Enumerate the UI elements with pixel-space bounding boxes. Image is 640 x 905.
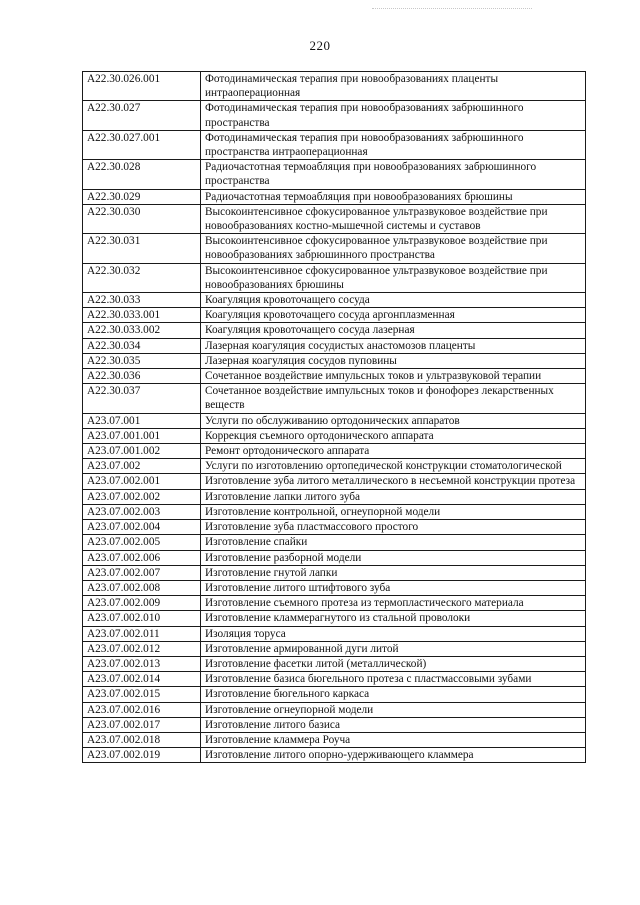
service-name-cell: Изготовление литого базиса <box>201 717 586 732</box>
service-code-cell: A23.07.002.003 <box>83 504 201 519</box>
service-name-cell: Изготовление спайки <box>201 535 586 550</box>
service-code-cell: A22.30.029 <box>83 189 201 204</box>
service-name-cell: Изготовление лапки литого зуба <box>201 489 586 504</box>
service-code-cell: A23.07.002.007 <box>83 565 201 580</box>
table-row <box>83 323 586 338</box>
table-row <box>83 489 586 504</box>
table-row <box>83 611 586 626</box>
service-name-cell: Изготовление контрольной, огнеупорной модели <box>201 504 586 519</box>
service-name-cell: Изготовление съемного протеза из термопластического материала <box>201 596 586 611</box>
service-code-cell: A22.30.031 <box>83 234 201 263</box>
service-code-cell: A23.07.002.015 <box>83 687 201 702</box>
service-code-cell: A22.30.036 <box>83 369 201 384</box>
table-row <box>83 293 586 308</box>
service-code-cell: A23.07.002.006 <box>83 550 201 565</box>
service-code-cell: A23.07.002 <box>83 459 201 474</box>
service-code-cell: A23.07.002.016 <box>83 702 201 717</box>
table-row <box>83 474 586 489</box>
service-code-cell: A23.07.002.017 <box>83 717 201 732</box>
service-name-cell: Изготовление бюгельного каркаса <box>201 687 586 702</box>
service-name-cell: Радиочастотная термоабляция при новообразованиях забрюшинного пространства <box>201 160 586 189</box>
scan-dotted-mark <box>372 8 532 9</box>
service-code-cell: A23.07.001.001 <box>83 428 201 443</box>
service-code-cell: A23.07.002.009 <box>83 596 201 611</box>
service-code-cell: A23.07.002.008 <box>83 580 201 595</box>
service-name-cell: Лазерная коагуляция сосудов пуповины <box>201 353 586 368</box>
service-code-cell: A23.07.002.014 <box>83 672 201 687</box>
service-name-cell: Сочетанное воздействие импульсных токов и фонофорез лекарственных веществ <box>201 384 586 413</box>
table-row <box>83 535 586 550</box>
service-code-cell: A23.07.002.019 <box>83 748 201 763</box>
table-row <box>83 130 586 159</box>
table-row <box>83 263 586 292</box>
table-row <box>83 72 586 101</box>
service-name-cell: Высокоинтенсивное сфокусированное ультразвуковое воздействие при новообразованиях костно-мышечной системы и суставов <box>201 204 586 233</box>
table-row <box>83 504 586 519</box>
table-row <box>83 656 586 671</box>
table-row <box>83 353 586 368</box>
service-name-cell: Фотодинамическая терапия при новообразованиях забрюшинного пространства интраоперационная <box>201 130 586 159</box>
service-code-cell: A23.07.002.005 <box>83 535 201 550</box>
table-row <box>83 687 586 702</box>
service-name-cell: Изготовление фасетки литой (металлической) <box>201 656 586 671</box>
service-code-cell: A23.07.002.012 <box>83 641 201 656</box>
service-name-cell: Фотодинамическая терапия при новообразованиях плаценты интраоперационная <box>201 72 586 101</box>
service-name-cell: Изготовление армированной дуги литой <box>201 641 586 656</box>
table-row <box>83 413 586 428</box>
service-name-cell: Фотодинамическая терапия при новообразованиях забрюшинного пространства <box>201 101 586 130</box>
service-name-cell: Изготовление кламмера Роуча <box>201 732 586 747</box>
service-code-cell: A22.30.027 <box>83 101 201 130</box>
table-row <box>83 308 586 323</box>
service-code-cell: A23.07.002.013 <box>83 656 201 671</box>
table-row <box>83 204 586 233</box>
service-name-cell: Коагуляция кровоточащего сосуда аргонплазменная <box>201 308 586 323</box>
service-code-cell: A23.07.002.011 <box>83 626 201 641</box>
table-row <box>83 101 586 130</box>
page-number: 220 <box>309 38 331 53</box>
service-code-cell: A22.30.030 <box>83 204 201 233</box>
service-code-cell: A22.30.034 <box>83 338 201 353</box>
table-row <box>83 369 586 384</box>
service-name-cell: Изготовление зуба пластмассового простого <box>201 520 586 535</box>
service-name-cell: Изготовление огнеупорной модели <box>201 702 586 717</box>
service-code-cell: A23.07.001 <box>83 413 201 428</box>
service-name-cell: Услуги по изготовлению ортопедической конструкции стоматологической <box>201 459 586 474</box>
service-name-cell: Высокоинтенсивное сфокусированное ультразвуковое воздействие при новообразованиях брюшины <box>201 263 586 292</box>
service-name-cell: Радиочастотная термоабляция при новообразованиях брюшины <box>201 189 586 204</box>
table-row <box>83 550 586 565</box>
table-row <box>83 641 586 656</box>
service-name-cell: Изготовление базиса бюгельного протеза с пластмассовыми зубами <box>201 672 586 687</box>
service-name-cell: Коагуляция кровоточащего сосуда <box>201 293 586 308</box>
table-row <box>83 580 586 595</box>
table-row <box>83 596 586 611</box>
service-code-cell: A22.30.033 <box>83 293 201 308</box>
service-name-cell: Изготовление литого штифтового зуба <box>201 580 586 595</box>
service-code-cell: A22.30.033.001 <box>83 308 201 323</box>
service-name-cell: Ремонт ортодонического аппарата <box>201 444 586 459</box>
table-row <box>83 428 586 443</box>
table-row <box>83 459 586 474</box>
table-row <box>83 189 586 204</box>
service-name-cell: Высокоинтенсивное сфокусированное ультразвуковое воздействие при новообразованиях забрюшинного пространства <box>201 234 586 263</box>
service-code-cell: A22.30.028 <box>83 160 201 189</box>
service-name-cell: Изготовление кламмерагнутого из стальной проволоки <box>201 611 586 626</box>
table-row <box>83 338 586 353</box>
service-code-cell: A23.07.002.002 <box>83 489 201 504</box>
table-row <box>83 626 586 641</box>
service-name-cell: Изоляция торуса <box>201 626 586 641</box>
table-row <box>83 717 586 732</box>
service-name-cell: Сочетанное воздействие импульсных токов и ультразвуковой терапии <box>201 369 586 384</box>
service-codes-table <box>82 71 586 763</box>
table-row <box>83 565 586 580</box>
service-code-cell: A23.07.002.004 <box>83 520 201 535</box>
table-row <box>83 160 586 189</box>
service-code-cell: A22.30.035 <box>83 353 201 368</box>
service-code-cell: A23.07.002.001 <box>83 474 201 489</box>
service-name-cell: Коррекция съемного ортодонического аппарата <box>201 428 586 443</box>
service-code-cell: A22.30.026.001 <box>83 72 201 101</box>
service-code-cell: A22.30.027.001 <box>83 130 201 159</box>
service-name-cell: Коагуляция кровоточащего сосуда лазерная <box>201 323 586 338</box>
service-name-cell: Изготовление литого опорно-удерживающего кламмера <box>201 748 586 763</box>
service-name-cell: Изготовление зуба литого металлического в несъемной конструкции протеза <box>201 474 586 489</box>
service-code-cell: A23.07.001.002 <box>83 444 201 459</box>
service-code-cell: A23.07.002.018 <box>83 732 201 747</box>
table-row <box>83 234 586 263</box>
table-row <box>83 702 586 717</box>
service-code-cell: A22.30.032 <box>83 263 201 292</box>
service-name-cell: Изготовление разборной модели <box>201 550 586 565</box>
service-name-cell: Услуги по обслуживанию ортодонических аппаратов <box>201 413 586 428</box>
table-row <box>83 732 586 747</box>
table-row <box>83 384 586 413</box>
service-code-cell: A23.07.002.010 <box>83 611 201 626</box>
table-row <box>83 444 586 459</box>
service-code-cell: A22.30.033.002 <box>83 323 201 338</box>
table-row <box>83 520 586 535</box>
service-name-cell: Лазерная коагуляция сосудистых анастомозов плаценты <box>201 338 586 353</box>
table-row <box>83 748 586 763</box>
service-code-cell: A22.30.037 <box>83 384 201 413</box>
service-name-cell: Изготовление гнутой лапки <box>201 565 586 580</box>
table-row <box>83 672 586 687</box>
